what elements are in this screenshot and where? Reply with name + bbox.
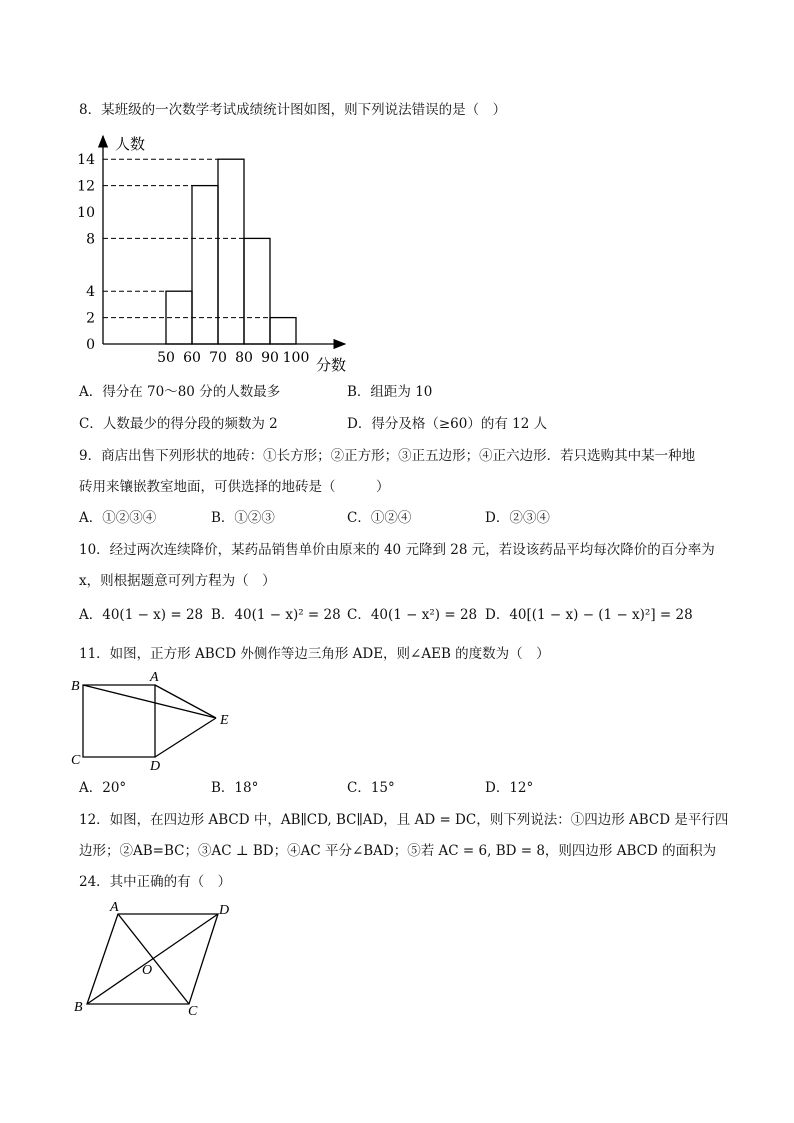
x-tick-label: 80 <box>235 350 253 366</box>
y-tick-label: 2 <box>86 310 95 327</box>
segment-de <box>155 718 216 757</box>
point-label-o: O <box>142 963 153 978</box>
y-tick-label: 4 <box>86 284 95 301</box>
point-label-b: B <box>71 679 80 694</box>
q8-stem: 8．某班级的一次数学考试成绩统计图如图，则下列说法错误的是（ ） <box>79 102 507 118</box>
y-tick-label: 10 <box>77 205 95 221</box>
x-tick-label: 60 <box>183 350 201 366</box>
q12-stem-line1: 12．如图，在四边形 ABCD 中，AB∥CD, BC∥AD，且 AD = DC，则下列说法：①四边形 ABCD 是平行四 <box>79 812 729 828</box>
y-tick-label: 8 <box>86 231 95 248</box>
q9-stem-line2: 砖用来镶嵌教室地面，可供选择的地砖是（ ） <box>79 479 390 495</box>
point-label-a: A <box>150 672 159 685</box>
q9-stem-line1: 9．商店出售下列形状的地砖：①长方形；②正方形；③正五边形；④正六边形．若只选购其中某一种地 <box>79 448 696 464</box>
q11-option-d: D．12° <box>485 780 534 796</box>
segment-ae <box>155 685 216 718</box>
q11-option-a: A．20° <box>79 780 127 796</box>
point-label-c: C <box>188 1004 198 1019</box>
q8-histogram <box>70 132 360 377</box>
x-tick-label: 90 <box>261 350 279 366</box>
point-label-b: B <box>74 1000 83 1015</box>
q11-stem: 11．如图，正方形 ABCD 外侧作等边三角形 ADE，则∠AEB 的度数为（ ） <box>79 646 550 662</box>
q9-option-c: C．①②④ <box>347 510 412 526</box>
histogram-bar <box>270 318 296 344</box>
q10-option-b: B．40(1 − x)² = 28 <box>211 607 341 623</box>
square-abcd <box>83 685 155 757</box>
point-label-d: D <box>150 759 161 774</box>
q11-square-triangle-figure <box>66 672 246 777</box>
q12-stem-line2: 边形；②AB=BC；③AC ⊥ BD；④AC 平分∠BAD；⑤若 AC = 6, BD = 8，则四边形 ABCD 的面积为 <box>79 843 717 859</box>
x-tick-label: 50 <box>157 350 175 366</box>
x-tick-label: 100 <box>282 350 310 366</box>
x-tick-label: 70 <box>209 350 227 366</box>
histogram-bar <box>218 159 244 344</box>
y-tick-label: 14 <box>77 152 95 169</box>
point-label-e: E <box>220 713 229 728</box>
q10-option-d: D．40[(1 − x) − (1 − x)²] = 28 <box>485 607 693 623</box>
q11-option-b: B．18° <box>211 780 259 796</box>
point-label-d: D <box>219 903 230 918</box>
histogram-bar <box>192 186 218 344</box>
diagonal-bd <box>87 914 218 1004</box>
q8-option-c: C．人数最少的得分段的频数为 2 <box>79 416 278 432</box>
q9-option-d: D．②③④ <box>485 510 550 526</box>
q12-parallelogram-figure <box>68 898 248 1023</box>
q8-option-b: B．组距为 10 <box>347 384 433 400</box>
y-tick-label: 0 <box>86 337 95 353</box>
q11-option-c: C．15° <box>347 780 395 796</box>
q9-option-a: A．①②③④ <box>79 510 157 526</box>
q12-stem-line3: 24．其中正确的有（ ） <box>79 874 232 890</box>
point-label-c: C <box>71 753 81 768</box>
y-axis-label: 人数 <box>115 135 146 153</box>
q9-option-b: B．①②③ <box>211 510 275 526</box>
q10-stem-line2: x，则根据题意可列方程为（ ） <box>79 573 276 589</box>
q10-stem-line1: 10．经过两次连续降价，某药品销售单价由原来的 40 元降到 28 元，若设该药品平均每次降价的百分率为 <box>79 542 715 558</box>
q8-option-a: A．得分在 70～80 分的人数最多 <box>79 384 281 400</box>
q10-option-c: C．40(1 − x²) = 28 <box>347 607 478 623</box>
point-label-a: A <box>110 900 119 915</box>
histogram-bar <box>244 238 270 344</box>
segment-be <box>83 685 216 718</box>
q10-option-a: A．40(1 − x) = 28 <box>79 607 204 623</box>
x-axis-label: 分数 <box>316 356 347 374</box>
y-tick-label: 12 <box>77 178 95 195</box>
q8-option-d: D．得分及格（≥60）的有 12 人 <box>347 416 548 432</box>
